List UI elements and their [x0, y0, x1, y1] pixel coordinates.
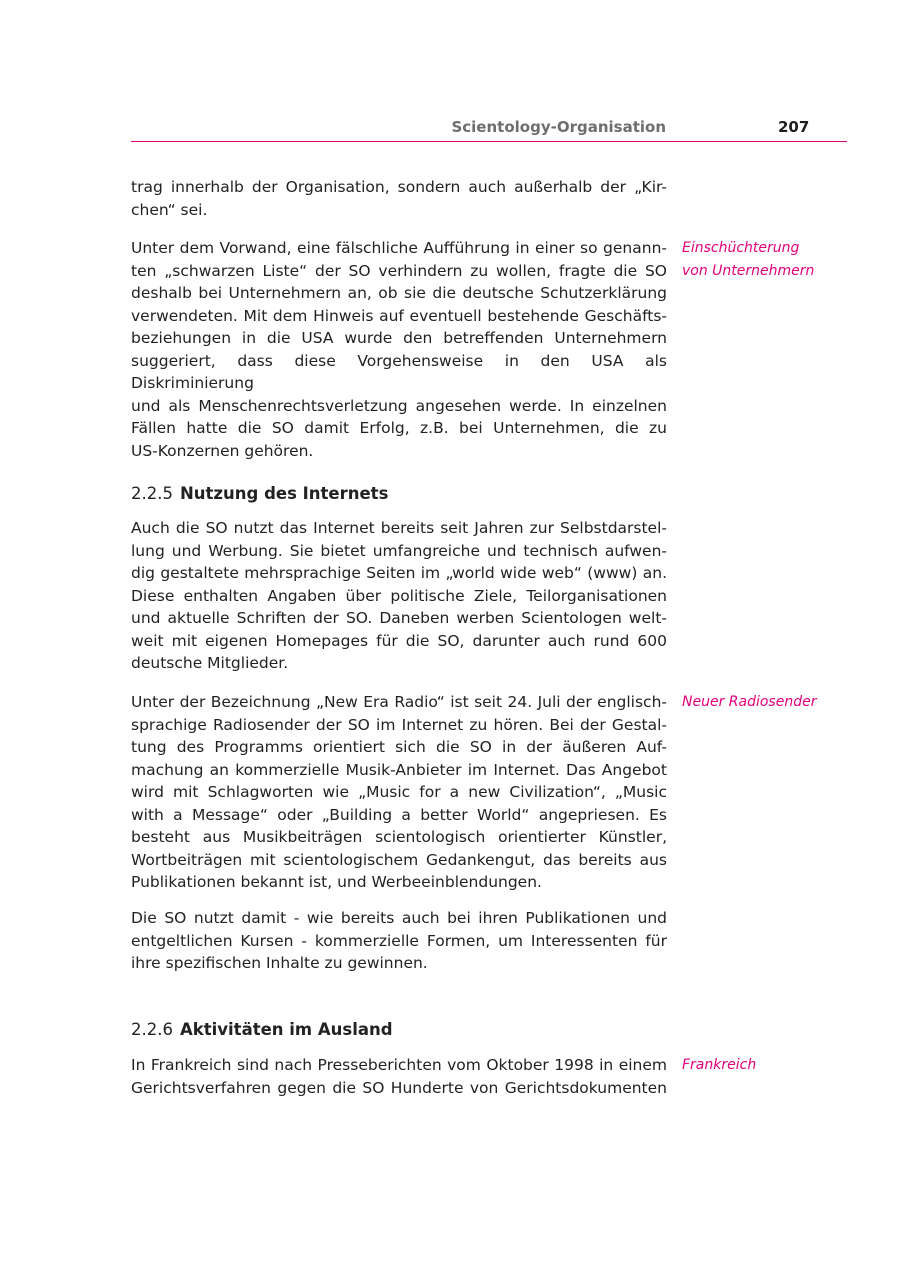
margin-note-frankreich [682, 1054, 832, 1077]
text-line: entgeltlichen Kursen - kommerzielle Formen, um Interessenten für [131, 931, 667, 950]
text-line: beziehungen in die USA wurde den betreffenden Unternehmern [131, 329, 667, 347]
text-line: US-Konzernen gehören. [131, 441, 314, 460]
header-rule [131, 141, 847, 142]
text-line: Wortbeiträgen mit scientologischem Gedankengut, das bereits aus [131, 850, 667, 869]
margin-note-line: Frankreich [682, 1057, 757, 1073]
paragraph-2 [131, 237, 667, 462]
text-line: with a Message“ oder „Building a better World“ angepriesen. Es [131, 805, 667, 824]
text-line: tung des Programms orientiert sich die SO in der äußeren Auf- [131, 738, 667, 756]
text-line: und als Menschenrechtsverletzung angesehen werde. In einzelnen [131, 396, 667, 415]
paragraph-5 [131, 907, 667, 975]
margin-note-einschuechterung [682, 237, 832, 282]
section-title: Nutzung des Internets [179, 484, 389, 503]
paragraph-1 [131, 176, 667, 221]
text-line: Unter der Bezeichnung „New Era Radio“ ist seit 24. Juli der englisch- [131, 693, 667, 711]
text-line: chen“ sei. [131, 200, 208, 219]
text-line: In Frankreich sind nach Presseberichten vom Oktober 1998 in einem [131, 1056, 667, 1074]
margin-note-line: Neuer Radiosender [682, 694, 817, 710]
section-heading-2-2-5 [131, 484, 388, 503]
text-line: sprachige Radiosender der SO im Internet zu hören. Bei der Gestal- [131, 715, 667, 734]
text-line: Publikationen bekannt ist, und Werbeeinblendungen. [131, 873, 542, 891]
section-heading-2-2-6 [131, 1020, 393, 1039]
text-line: ten „schwarzen Liste“ der SO verhindern zu wollen, fragte die SO [131, 261, 667, 280]
text-line: weit mit eigenen Homepages für die SO, darunter auch rund 600 [131, 631, 667, 650]
section-number: 2.2.5 [131, 484, 173, 503]
text-line: dig gestaltete mehrsprachige Seiten im „world wide web“ (www) an. [131, 564, 667, 582]
paragraph-6 [131, 1054, 667, 1099]
text-line: ihre spezifischen Inhalte zu gewinnen. [131, 954, 428, 972]
text-line: machung an kommerzielle Musik-Anbieter im Internet. Das Angebot [131, 760, 667, 779]
section-title: Aktivitäten im Ausland [179, 1020, 393, 1039]
text-line: Gerichtsverfahren gegen die SO Hunderte von Gerichtsdokumenten [131, 1078, 667, 1097]
text-line: Diese enthalten Angaben über politische Ziele, Teilorganisationen [131, 586, 667, 605]
text-line: deshalb bei Unternehmern an, ob sie die deutsche Schutzerklärung [131, 284, 667, 302]
paragraph-3 [131, 517, 667, 675]
text-line: suggeriert, dass diese Vorgehensweise in den USA als Diskriminierung [131, 351, 667, 392]
margin-note-line: von Unternehmern [682, 262, 815, 279]
text-line: und aktuelle Schriften der SO. Daneben werben Scientologen welt- [131, 609, 667, 627]
text-line: besteht aus Musikbeiträgen scientologisch orientierter Künstler, [131, 828, 667, 846]
running-header-title: Scientology-Organisation [451, 118, 666, 136]
text-line: Auch die SO nutzt das Internet bereits seit Jahren zur Selbstdarstel- [131, 519, 667, 537]
text-line: trag innerhalb der Organisation, sondern auch außerhalb der „Kir- [131, 178, 667, 196]
paragraph-4 [131, 691, 667, 894]
section-number: 2.2.6 [131, 1020, 173, 1039]
text-line: lung und Werbung. Sie bietet umfangreiche und technisch aufwen- [131, 541, 667, 560]
text-line: deutsche Mitglieder. [131, 654, 289, 672]
margin-note-radiosender [682, 691, 832, 714]
text-line: verwendeten. Mit dem Hinweis auf eventuell bestehende Geschäfts- [131, 306, 667, 325]
text-line: Unter dem Vorwand, eine fälschliche Aufführung in einer so genann- [131, 239, 667, 257]
text-line: Fällen hatte die SO damit Erfolg, z.B. bei Unternehmen, die zu [131, 419, 667, 437]
page-number: 207 [778, 118, 810, 136]
text-line: Die SO nutzt damit - wie bereits auch bei ihren Publikationen und [131, 909, 667, 927]
text-line: wird mit Schlagworten wie „Music for a new Civilization“, „Music [131, 783, 667, 801]
margin-note-line: Einschüchterung [682, 240, 800, 256]
